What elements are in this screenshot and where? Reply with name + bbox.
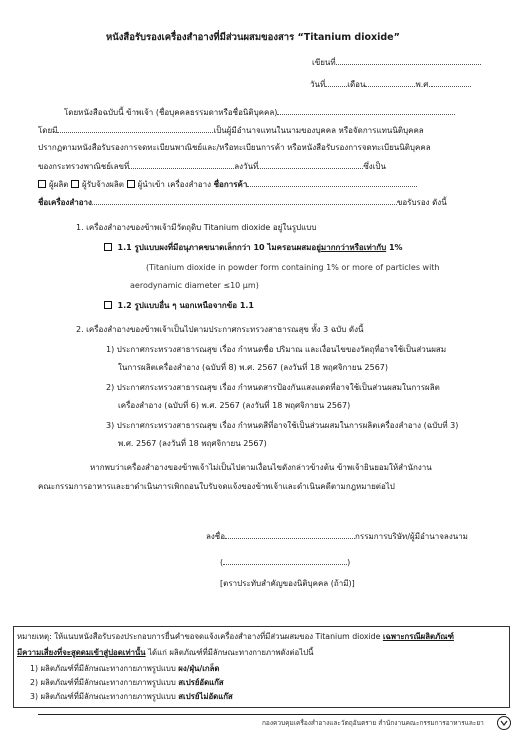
section-2-heading: 2. เครื่องสำอางของข้าพเจ้าเป็นไปตามประกาศกระทรวงสาธารณสุข ทั้ง 3 ฉบับ ดังนี้	[76, 325, 364, 334]
applicant-name-field[interactable]	[277, 106, 455, 115]
closing-line-2: คณะกรรมการอาหารและยาดำเนินการเพิกถอนใบรับจดแจ้งของข้าพเจ้าและดำเนินคดีตามกฎหมายต่อไป	[38, 482, 395, 491]
regulation-2-line-1: 2) ประกาศกระทรวงสาธารณสุข เรื่อง กำหนดสารป้องกันแสงแดดที่อาจใช้เป็นส่วนผสมในการผลิต	[106, 383, 440, 392]
contracted-manufacturer-checkbox[interactable]	[71, 180, 79, 188]
written-at-label: เขียนที่	[312, 58, 336, 67]
trade-name-label: ชื่อการค้า	[213, 180, 248, 189]
date-day-label: วันที่	[310, 80, 326, 89]
cosmetic-name-field[interactable]	[92, 196, 397, 205]
signatory-name-field[interactable]	[223, 556, 347, 565]
note-item-3: 3) ผลิตภัณฑ์ที่มีลักษณะทางกายภาพรูปแบบ สเปรย์ไม่อัดแก๊ส	[30, 692, 233, 701]
regulation-1-line-2: ในการผลิตเครื่องสำอาง (ฉบับที่ 8) พ.ศ. 2567 (ลงวันที่ 18 พฤศจิกายน 2567)	[118, 363, 389, 372]
option-1-1-english-1: (Titanium dioxide in powder form containing 1% or more of particles with	[146, 263, 440, 272]
section-1-heading: 1. เครื่องสำอางของข้าพเจ้ามีวัตถุดิบ Titanium dioxide อยู่ในรูปแบบ	[76, 223, 317, 232]
signature-line: ลงชื่อ กรรมการบริษัท/ผู้มีอำนาจลงนาม	[206, 532, 468, 541]
note-line-2: มีความเสี่ยงที่จะสูดดมเข้าสู่ปอดเท่านั้น ได้แก่ ผลิตภัณฑ์ที่มีลักษณะทางกายภาพดังต่อไปนี้	[17, 648, 314, 657]
signatory-name-line: ( )	[220, 558, 351, 567]
trade-name-field[interactable]	[247, 178, 417, 187]
signature-field[interactable]	[225, 530, 355, 539]
closing-line-1: หากพบว่าเครื่องสำอางของข้าพเจ้าไม่เป็นไปตามเงื่อนไขดังกล่าวข้างต้น ข้าพเจ้ายินยอมให้สำนักงาน	[90, 463, 432, 472]
note-line-1: หมายเหตุ: ให้แนบหนังสือรับรองประกอบการยื่นคำขอจดแจ้งเครื่องสำอางที่มีส่วนผสมของ Titanium dioxide เฉพาะกรณีผลิตภัณฑ์	[17, 632, 454, 641]
cosmetic-name-line: ชื่อเครื่องสำอาง ขอรับรอง ดังนี้	[38, 198, 447, 207]
date-year-label: พ.ศ.	[415, 80, 431, 89]
registration-date-field[interactable]	[258, 160, 363, 169]
regulation-2-line-2: เครื่องสำอาง (ฉบับที่ 6) พ.ศ. 2567 (ลงวันที่ 18 พฤศจิกายน 2567)	[118, 401, 351, 410]
option-1-1-checkbox[interactable]	[104, 243, 112, 251]
footer-text: กองควบคุมเครื่องสำอางและวัตถุอันตราย สำนักงานคณะกรรมการอาหารและยา	[262, 719, 484, 727]
registration-number-field[interactable]	[129, 160, 234, 169]
written-at-field[interactable]	[312, 56, 481, 68]
date-field[interactable]	[310, 78, 471, 90]
intro-line-2: โดยมี เป็นผู้มีอำนาจแทนในนามของบุคคล หรือจัดการแทนนิติบุคคล	[38, 126, 424, 135]
footer-divider	[38, 714, 506, 715]
regulation-3-line-2: พ.ศ. 2567 (ลงวันที่ 18 พฤศจิกายน 2567)	[118, 439, 267, 448]
note-item-1: 1) ผลิตภัณฑ์ที่มีลักษณะทางกายภาพรูปแบบ ผง/ฝุ่น/เกล็ด	[30, 664, 220, 673]
option-1-1-english-2: aerodynamic diameter ≤10 μm)	[130, 281, 259, 290]
authorized-person-field[interactable]	[57, 124, 213, 133]
company-stamp-note: [ตราประทับสำคัญของนิติบุคคล (ถ้ามี)]	[220, 579, 355, 588]
importer-checkbox[interactable]	[127, 180, 135, 188]
date-month-label: เดือน	[347, 80, 366, 89]
document-title: หนังสือรับรองเครื่องสำอางที่มีส่วนผสมของสาร “Titanium dioxide”	[106, 32, 400, 43]
option-1-2-checkbox[interactable]	[104, 301, 112, 309]
regulation-3-line-1: 3) ประกาศกระทรวงสาธารณสุข เรื่อง กำหนดสีที่อาจใช้เป็นส่วนผสมในการผลิตเครื่องสำอาง (ฉบับที่ 3)	[106, 421, 459, 430]
intro-line-1: โดยหนังสือฉบับนี้ ข้าพเจ้า (ชื่อบุคคลธรรมดาหรือชื่อนิติบุคคล)	[64, 106, 455, 118]
intro-line-4: ของกระทรวงพาณิชย์เลขที่ ลงวันที่ ซึ่งเป็น	[38, 162, 386, 171]
intro-line-3: ปรากฏตามหนังสือรับรองการจดทะเบียนพาณิชย์และ/หรือทะเบียนการค้า หรือหนังสือรับรองการจดทะเบียนนิติบุคคล	[38, 143, 431, 152]
note-item-2: 2) ผลิตภัณฑ์ที่มีลักษณะทางกายภาพรูปแบบ สเปรย์อัดแก๊ส	[30, 678, 224, 687]
option-1-1: 1.1 รูปแบบผงที่มีอนุภาคขนาดเล็กกว่า 10 ไมครอนผสมอยู่มากกว่าหรือเท่ากับ 1%	[104, 242, 403, 253]
role-line: ผู้ผลิต ผู้รับจ้างผลิต ผู้นำเข้า เครื่องสำอาง ชื่อการค้า	[38, 178, 417, 190]
fda-logo-icon	[497, 716, 511, 730]
cosmetic-name-label: ชื่อเครื่องสำอาง	[38, 198, 92, 207]
regulation-1-line-1: 1) ประกาศกระทรวงสาธารณสุข เรื่อง กำหนดชื่อ ปริมาณ และเงื่อนไขของวัตถุที่อาจใช้เป็นส่วนผสม	[106, 345, 447, 354]
manufacturer-checkbox[interactable]	[38, 180, 46, 188]
option-1-2: 1.2 รูปแบบอื่น ๆ นอกเหนือจากข้อ 1.1	[104, 300, 254, 311]
